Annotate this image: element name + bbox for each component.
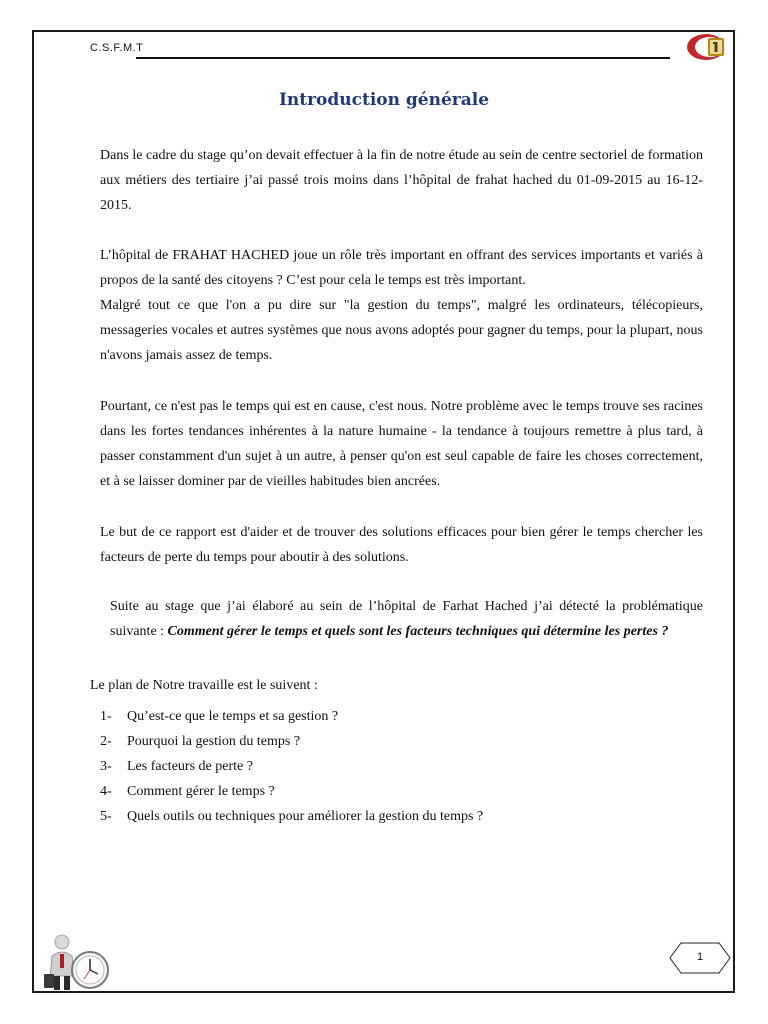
list-item-number: 5- (100, 809, 112, 824)
list-item-number: 3- (100, 759, 112, 774)
paragraph-5: Le but de ce rapport est d'aider et de trouver des solutions efficaces pour bien gérer le temps chercher les facteurs de perte du temps pour aboutir à des solutions. (100, 525, 703, 565)
paragraph-1: Dans le cadre du stage qu’on devait effectuer à la fin de notre étude au sein de centre sectoriel de formation aux métiers des tertiaire j’ai passé trois moins dans l’hôpital de frahat hached du 01-09-2015 au 16-12-2015. (100, 148, 703, 213)
problem-statement (110, 594, 703, 644)
paragraph-2: L’hôpital de FRAHAT HACHED joue un rôle très important en offrant des services importants et variés à propos de la santé des citoyens ? C’est pour cela le temps est très important. (100, 248, 703, 288)
businessman-clock-icon (40, 932, 112, 992)
csfmt-logo-icon (686, 32, 730, 62)
plan-intro: Le plan de Notre travaille est le suivent : (90, 678, 318, 693)
list-item (100, 729, 483, 754)
page-number (669, 942, 731, 974)
list-item-text: Les facteurs de perte ? (127, 759, 253, 774)
paragraph-3: Malgré tout ce que l'on a pu dire sur "la gestion du temps", malgré les ordinateurs, télécopieurs, messageries vocales et autres systèmes que nous avons adoptés pour gagner du temps, pour la plupart, nous n'avons jamais assez de temps. (100, 298, 703, 363)
list-item-text: Qu’est-ce que le temps et sa gestion ? (127, 709, 339, 724)
list-item (100, 779, 483, 804)
list-item (100, 754, 483, 779)
list-item-number: 1- (100, 709, 112, 724)
list-item (100, 804, 483, 829)
list-item-number: 2- (100, 734, 112, 749)
list-item-text: Pourquoi la gestion du temps ? (127, 734, 301, 749)
page-title: Introduction générale (278, 90, 490, 110)
list-item-text: Comment gérer le temps ? (127, 784, 275, 799)
plan-list (100, 704, 483, 829)
page-number-text: 1 (696, 951, 704, 963)
problem-text: Suite au stage que j’ai élaboré au sein de l’hôpital de Farhat Hached j’ai détecté la problématique suivante : (110, 599, 703, 639)
problem-emphasis: Comment gérer le temps et quels sont les facteurs techniques qui détermine les pertes ? (167, 624, 669, 639)
list-item (100, 704, 483, 729)
list-item-text: Quels outils ou techniques pour améliorer la gestion du temps ? (127, 809, 484, 824)
header-rule (136, 57, 670, 59)
header-org: C.S.F.M.T (90, 42, 144, 54)
list-item-number: 4- (100, 784, 112, 799)
paragraph-4: Pourtant, ce n'est pas le temps qui est en cause, c'est nous. Notre problème avec le temps trouve ses racines dans les fortes tendances inhérentes à la nature humaine - la tendance à toujours remettre à plus tard, à passer constamment d'un sujet à un autre, à penser qu'on est seul capable de faire les choses correctement, et à se laisser dominer par de vieilles habitudes bien ancrées. (100, 399, 703, 489)
